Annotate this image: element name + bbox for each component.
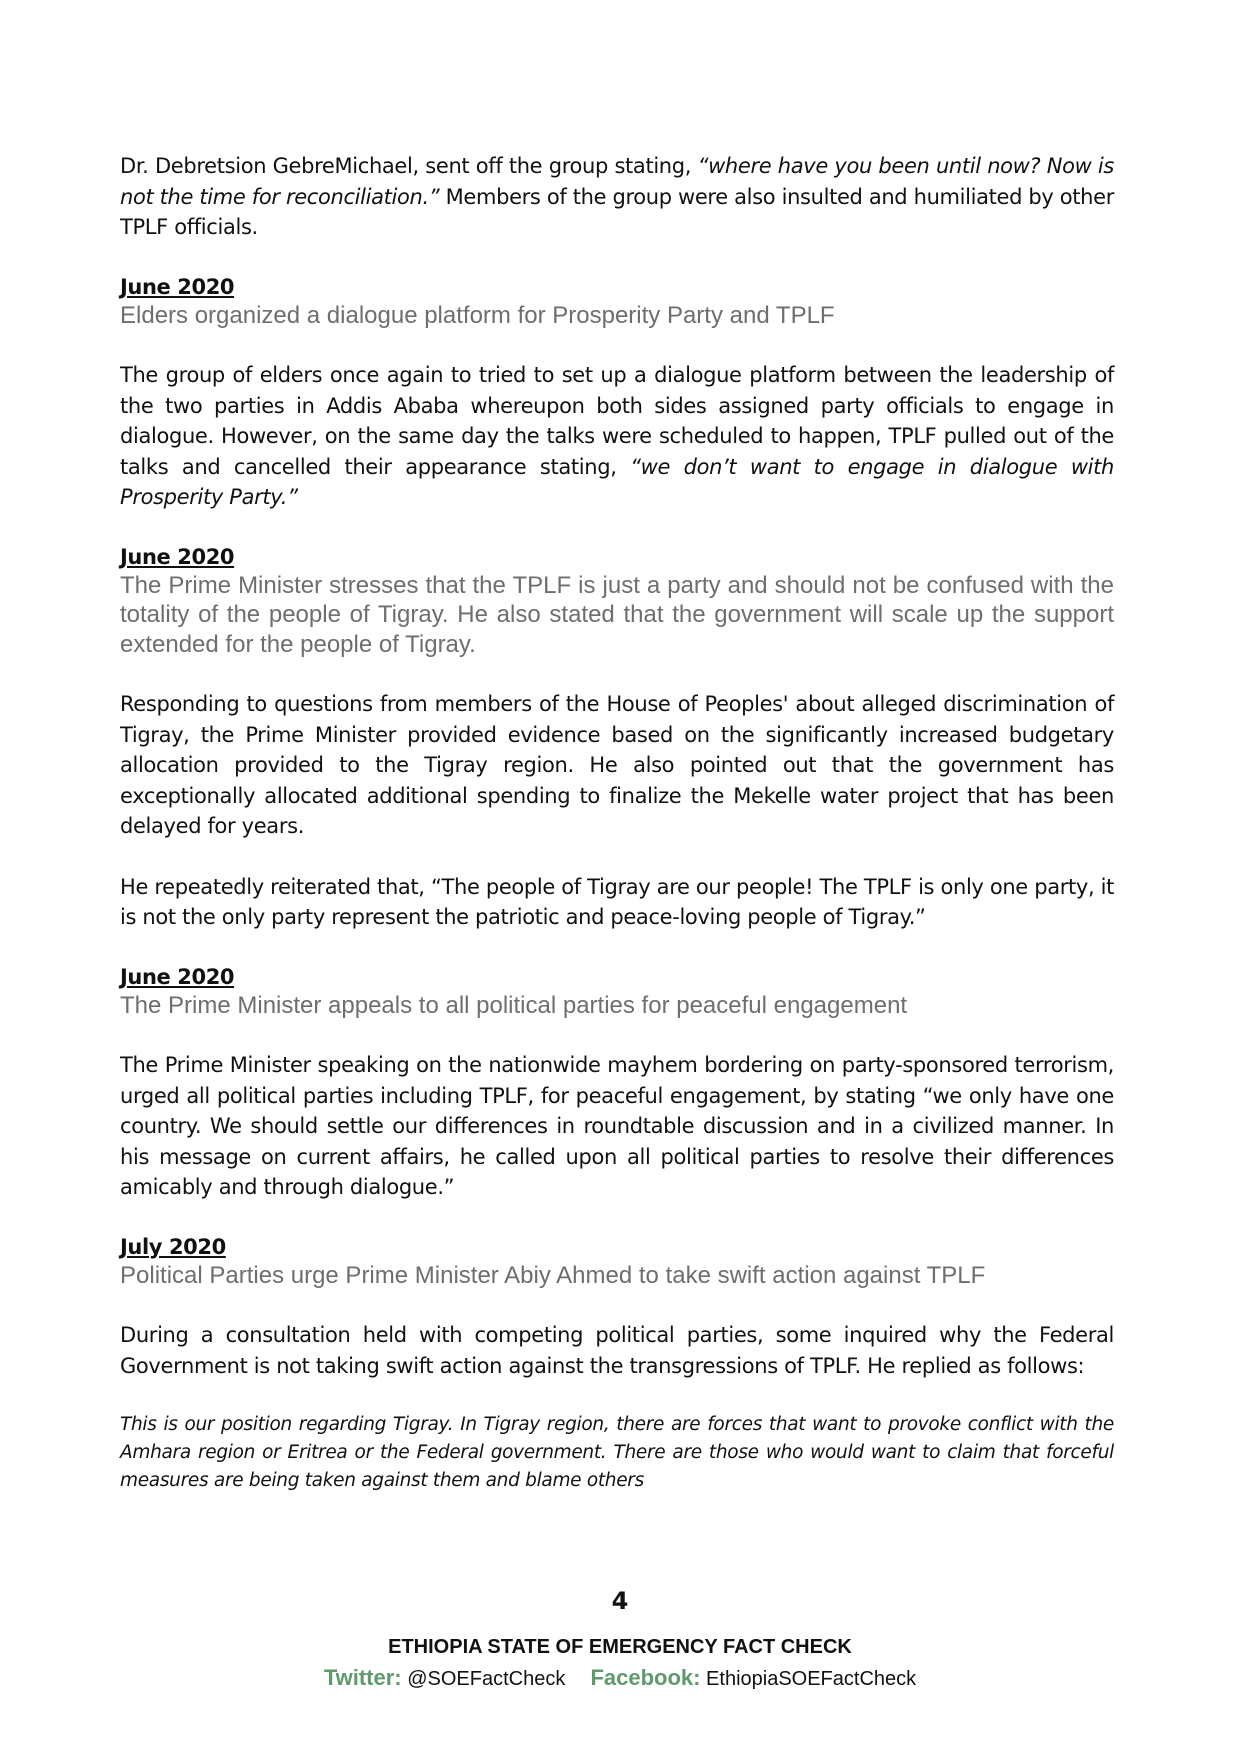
paragraph-quote: “we don’t want to engage in dialogue with Prosperity Party.”	[120, 454, 1115, 509]
intro-paragraph	[120, 151, 1114, 243]
section-paragraph: The Prime Minister speaking on the nationwide mayhem bordering on party-sponsored terrorism, urged all political parties including TPLF, for peaceful engagement, by stating “we only have one country. We should settle our differences in roundtable discussion and in a civilized manner. In his message on current affairs, he called upon all political parties to resolve their differences amicably and through dialogue.”	[120, 1053, 1114, 1199]
section-heading: The Prime Minister stresses that the TPLF is just a party and should not be confused with the totality of the people of Tigray. He also stated that the government will scale up the support extended for the people of Tigray.	[120, 571, 1114, 658]
footer-title: ETHIOPIA STATE OF EMERGENCY FACT CHECK	[388, 1636, 852, 1658]
section-dialogue-platform	[120, 273, 1114, 513]
intro-quote: “where have you been until now? Now is not the time for reconciliation.”	[120, 154, 1114, 209]
page-content	[120, 151, 1114, 1495]
section-heading: Political Parties urge Prime Minister Abiy Ahmed to take swift action against TPLF	[120, 1261, 986, 1289]
intro-lead: Dr. Debretsion GebreMichael, sent off the group stating,	[120, 154, 698, 178]
page-number: 4	[611, 1587, 629, 1615]
section-paragraph: He repeatedly reiterated that, “The people of Tigray are our people! The TPLF is only one party, it is not the only party represent the patriotic and peace-loving people of Tigray.”	[120, 874, 1114, 929]
section-heading: Elders organized a dialogue platform for Prosperity Party and TPLF	[120, 301, 835, 329]
section-paragraph: Responding to questions from members of the House of Peoples' about alleged discrimination of Tigray, the Prime Minister provided evidence based on the significantly increased budgetary allocation provided to the Tigray region. He also pointed out that the government has exceptionally allocated additional spending to finalize the Mekelle water project that has been delayed for years.	[120, 692, 1114, 838]
section-date: June 2020	[120, 544, 235, 569]
footer-social	[0, 1665, 1240, 1691]
facebook-handle[interactable]: EthiopiaSOEFactCheck	[706, 1668, 917, 1690]
twitter-label: Twitter:	[323, 1665, 402, 1690]
twitter-handle[interactable]: @SOEFactCheck	[407, 1668, 566, 1690]
section-pm-appeals	[120, 963, 1114, 1203]
section-paragraph	[120, 360, 1114, 513]
section-paragraph: During a consultation held with competing political parties, some inquired why the Federal Government is not taking swift action against the transgressions of TPLF. He replied as follows:	[120, 1323, 1114, 1378]
paragraph-lead: The group of elders once again to tried to set up a dialogue platform between the leadership of the two parties in Addis Ababa whereupon both sides assigned party officials to engage in dialogue. However, on the same day the talks were scheduled to happen, TPLF pulled out of the talks and cancelled their appearance stating,	[120, 363, 1114, 479]
section-pm-stresses	[120, 543, 1114, 933]
block-quote: This is our position regarding Tigray. In Tigray region, there are forces that want to provoke conflict with the Amhara region or Eritrea or the Federal government. There are those who would want to claim that forceful measures are being taken against them and blame others	[120, 1414, 1114, 1491]
intro-tail: Members of the group were also insulted and humiliated by other TPLF officials.	[120, 184, 1114, 239]
section-heading: The Prime Minister appeals to all political parties for peaceful engagement	[120, 991, 908, 1019]
section-parties-urge	[120, 1233, 1114, 1496]
facebook-label: Facebook:	[590, 1665, 701, 1690]
section-date: June 2020	[120, 274, 235, 299]
section-date: June 2020	[120, 964, 235, 989]
section-date: July 2020	[120, 1234, 226, 1259]
